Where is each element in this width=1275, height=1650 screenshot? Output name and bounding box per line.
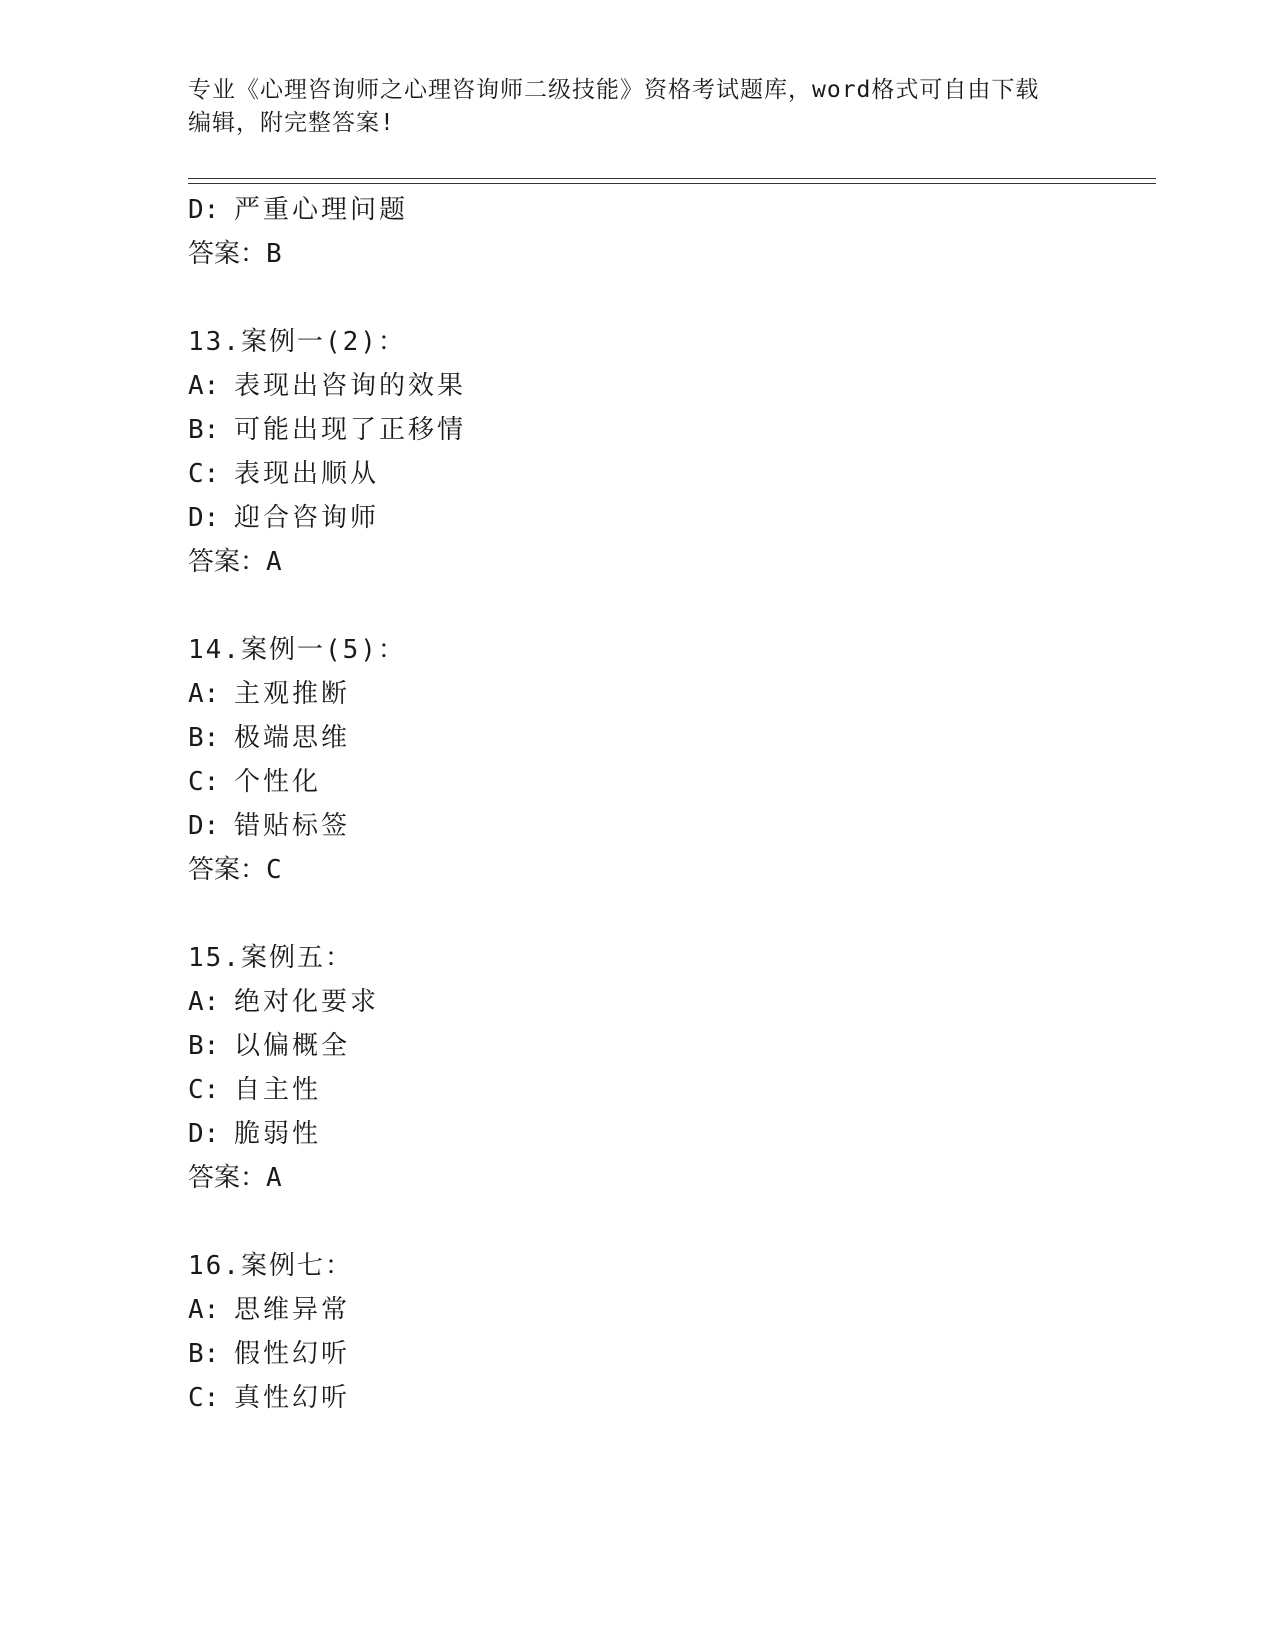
option-label: B:	[188, 1031, 220, 1061]
answer-value: A	[266, 547, 282, 577]
option-text: 严重心理问题	[234, 195, 409, 225]
answer-line	[188, 234, 282, 274]
option-a	[188, 366, 466, 406]
option-text: 可能出现了正移情	[234, 415, 467, 445]
option-a	[188, 982, 379, 1022]
option-label: B:	[188, 1339, 220, 1369]
answer-value: B	[266, 239, 282, 269]
answer-label: 答案：	[188, 855, 267, 885]
option-text: 绝对化要求	[234, 987, 380, 1017]
option-b	[188, 1334, 350, 1374]
header-rule-top	[188, 178, 1156, 179]
option-text: 假性幻听	[234, 1339, 351, 1369]
option-text: 极端思维	[234, 723, 351, 753]
option-c	[188, 1378, 350, 1418]
document-header	[188, 74, 1088, 140]
option-label: D:	[188, 195, 220, 225]
option-text: 迎合咨询师	[234, 503, 380, 533]
question-title: 15.案例五：	[188, 943, 353, 973]
option-text: 个性化	[234, 767, 322, 797]
option-label: A:	[188, 1295, 220, 1325]
option-text: 表现出顺从	[234, 459, 380, 489]
answer-label: 答案：	[188, 547, 267, 577]
option-text: 表现出咨询的效果	[234, 371, 467, 401]
option-text: 以偏概全	[234, 1031, 351, 1061]
option-text: 主观推断	[234, 679, 351, 709]
option-c	[188, 454, 379, 494]
option-d	[188, 498, 379, 538]
question-title: 13.案例一(2)：	[188, 327, 406, 357]
question-title: 14.案例一(5)：	[188, 635, 406, 665]
answer-value: C	[266, 855, 282, 885]
header-line-2: 编辑，附完整答案!	[188, 110, 395, 136]
option-label: A:	[188, 679, 220, 709]
option-d	[188, 806, 350, 846]
option-c	[188, 762, 321, 802]
option-b	[188, 718, 350, 758]
option-label: B:	[188, 415, 220, 445]
option-b	[188, 1026, 350, 1066]
answer-line	[188, 850, 282, 890]
option-label: C:	[188, 459, 220, 489]
option-a	[188, 674, 350, 714]
option-text: 真性幻听	[234, 1383, 351, 1413]
option-label: C:	[188, 1383, 220, 1413]
option-label: D:	[188, 1119, 220, 1149]
option-label: A:	[188, 987, 220, 1017]
option-label: D:	[188, 811, 220, 841]
option-label: C:	[188, 1075, 220, 1105]
header-line-1: 专业《心理咨询师之心理咨询师二级技能》资格考试题库，word格式可自由下载	[188, 77, 1040, 103]
option-text: 思维异常	[234, 1295, 351, 1325]
header-rule-bottom	[188, 183, 1156, 184]
option-text: 脆弱性	[234, 1119, 322, 1149]
option-label: D:	[188, 503, 220, 533]
option-label: A:	[188, 371, 220, 401]
option-text: 错贴标签	[234, 811, 351, 841]
answer-line	[188, 1158, 282, 1198]
option-a	[188, 1290, 350, 1330]
answer-line	[188, 542, 282, 582]
option-d	[188, 1114, 321, 1154]
question-title: 16.案例七：	[188, 1251, 353, 1281]
answer-label: 答案：	[188, 1163, 267, 1193]
option-label: C:	[188, 767, 220, 797]
option-text: 自主性	[234, 1075, 322, 1105]
option-d	[188, 190, 408, 230]
option-b	[188, 410, 466, 450]
option-c	[188, 1070, 321, 1110]
option-label: B:	[188, 723, 220, 753]
answer-value: A	[266, 1163, 282, 1193]
answer-label: 答案：	[188, 239, 267, 269]
